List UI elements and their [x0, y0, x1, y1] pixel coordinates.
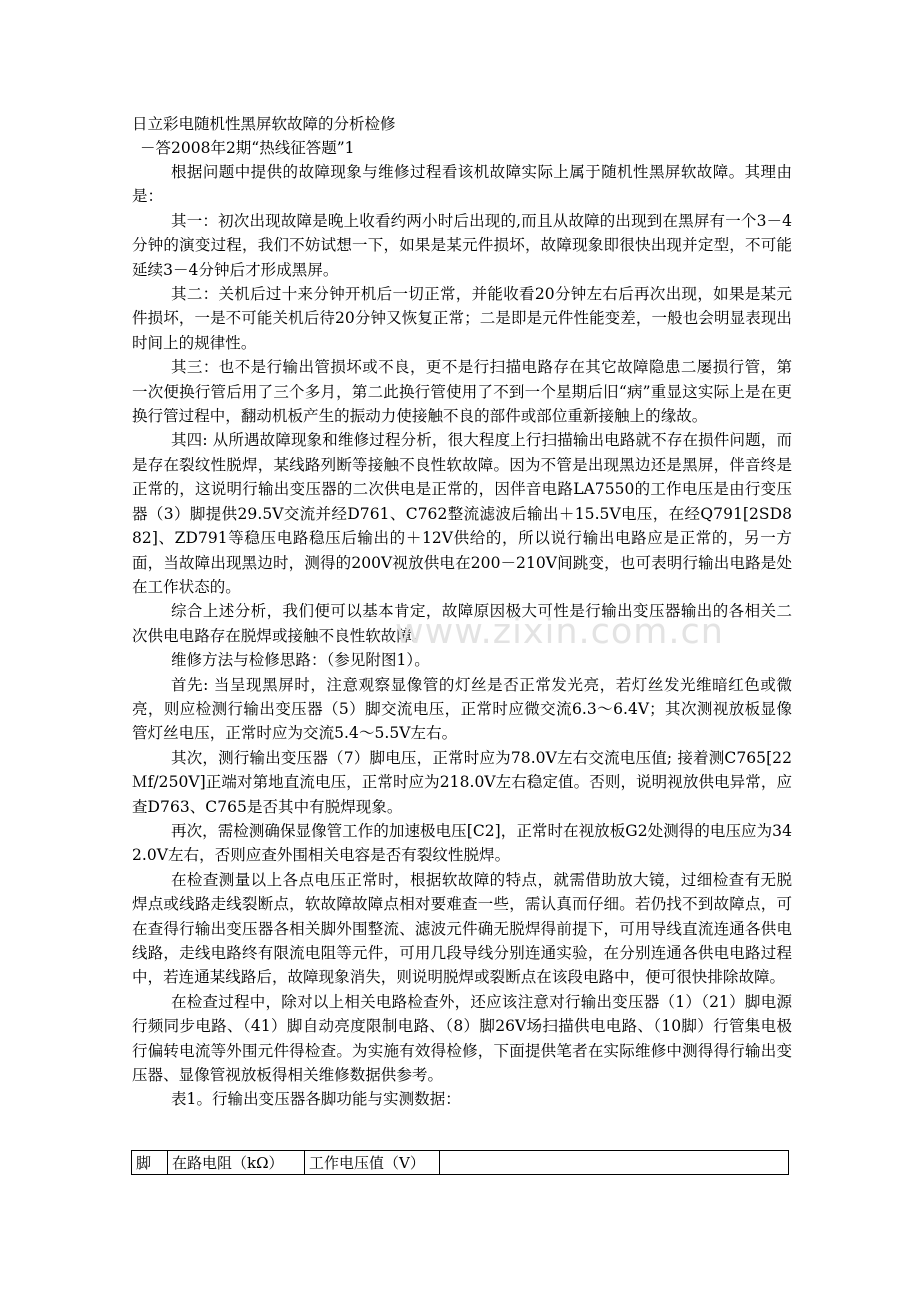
table-header-cell	[440, 1151, 789, 1175]
paragraph: 综合上述分析，我们便可以基本肯定，故障原因极大可性是行输出变压器输出的各相关二次供电电路存在脱焊或接触不良性软故障。	[132, 602, 792, 645]
paragraph: 再次，需检测确保显像管工作的加速极电压[C2]，正常时在视放板G2处测得的电压应为342.0V左右，否则应查外围相关电容是否有裂纹性脱焊。	[132, 821, 792, 865]
table-header-cell: 脚	[132, 1151, 168, 1175]
paragraph: 表1。行输出变压器各脚功能与实测数据：	[171, 1090, 461, 1109]
paragraph: 其次，测行输出变压器（7）脚电压，正常时应为78.0V左右交流电压值; 接着测C765[22Ｍf/250V]正端对第地直流电压，正常时应为218.0V左右稳定值。否则，说明视放供电异常，应查D763、C765是否其中有脱焊现象。	[132, 748, 792, 816]
paragraph: 在检查测量以上各点电压正常时，根据软故障的特点，就需借助放大镜，过细检查有无脱焊点或线路走线裂断点，软故障故障点相对要难查一些，需认真而仔细。若仍找不到故障点，可在查得行输出变压器各相关脚外围整流、滤波元件确无脱焊得前提下，可用导线直流连通各供电线路，走线电路终有限流电阻等元件，可用几段导线分别连通实验，在分别连通各供电电路过程中，若连通某线路后，故障现象消失，则说明脱焊或裂断点在该段电路中，便可很快排除故障。	[132, 870, 792, 987]
paragraph: 维修方法与检修思路：（参见附图1）。	[171, 651, 430, 670]
paragraph: 其二：关机后过十来分钟开机后一切正常，并能收看20分钟左右后再次出现，如果是某元件损坏，一是不可能关机后待20分钟又恢复正常；二是即是元件性能变差，一般也会明显表现出时间上的规律性。	[132, 285, 792, 352]
paragraph: 其一：初次出现故障是晚上收看约两小时后出现的,而且从故障的出现到在黑屏有一个3－4分钟的演变过程，我们不妨试想一下，如果是某元件损坏，故障现象即很快出现并定型，不可能延续3－4分钟后才形成黑屏。	[132, 211, 792, 279]
document-title: 日立彩电随机性黑屏软故障的分析检修	[132, 115, 396, 133]
paragraph: 根据问题中提供的故障现象与维修过程看该机故障实际上属于随机性黑屏软故障。其理由是：	[132, 163, 792, 206]
table-header-row	[132, 1151, 789, 1175]
table-header-cell: 在路电阻（kΩ）	[168, 1151, 305, 1175]
paragraph: 其三：也不是行输出管损坏或不良，更不是行扫描电路存在其它故障隐患二屡损行管，第一次便换行管后用了三个多月，第二此换行管使用了不到一个星期后旧“病”重显这实际上是在更换行管过程中，翻动机板产生的振动力使接触不良的部件或部位重新接触上的缘故。	[132, 358, 792, 426]
document-subtitle: －答2008年2期“热线征答题”1	[140, 139, 355, 157]
table-header-cell: 工作电压值（V）	[305, 1151, 440, 1175]
paragraph: 在检查过程中，除对以上相关电路检查外，还应该注意对行输出变压器（1）（21）脚电源行频同步电路、（41）脚自动亮度限制电路、（8）脚26V场扫描供电电路、（10脚）行管集电极行偏转电流等外围元件得检查。为实施有效得检修，下面提供笔者在实际维修中测得得行输出变压器、显像管视放板得相关维修数据供参考。	[132, 992, 792, 1085]
paragraph: 其四: 从所遇故障现象和维修过程分析，很大程度上行扫描输出电路就不存在损件问题，而是存在裂纹性脱焊，某线路列断等接触不良性软故障。因为不管是出现黑边还是黑屏，伴音终是正常的，这说明行输出变压器的二次供电是正常的，因伴音电路LA7550的工作电压是由行变压器（3）脚提供29.5V交流并经D761、C762整流滤波后输出＋15.5V电压，在经Q791[2SD882]、ZD791等稳压电路稳压后输出的＋12V供给的，所以说行输出电路应是正常的，另一方面，当故障出现黑边时，测得的200V视放供电在200－210V间跳变，也可表明行输出电路是处在工作状态的。	[132, 431, 792, 596]
paragraph: 首先: 当呈现黑屏时，注意观察显像管的灯丝是否正常发光亮，若灯丝发光维暗红色或微亮，则应检测行输出变压器（5）脚交流电压，正常时应微交流6.3～6.4V；其次测视放板显像管灯丝电压，正常时应为交流5.4～5.5V左右。	[132, 675, 792, 743]
data-table	[131, 1150, 789, 1175]
watermark-text: www.zixin.com.cn	[395, 612, 724, 652]
